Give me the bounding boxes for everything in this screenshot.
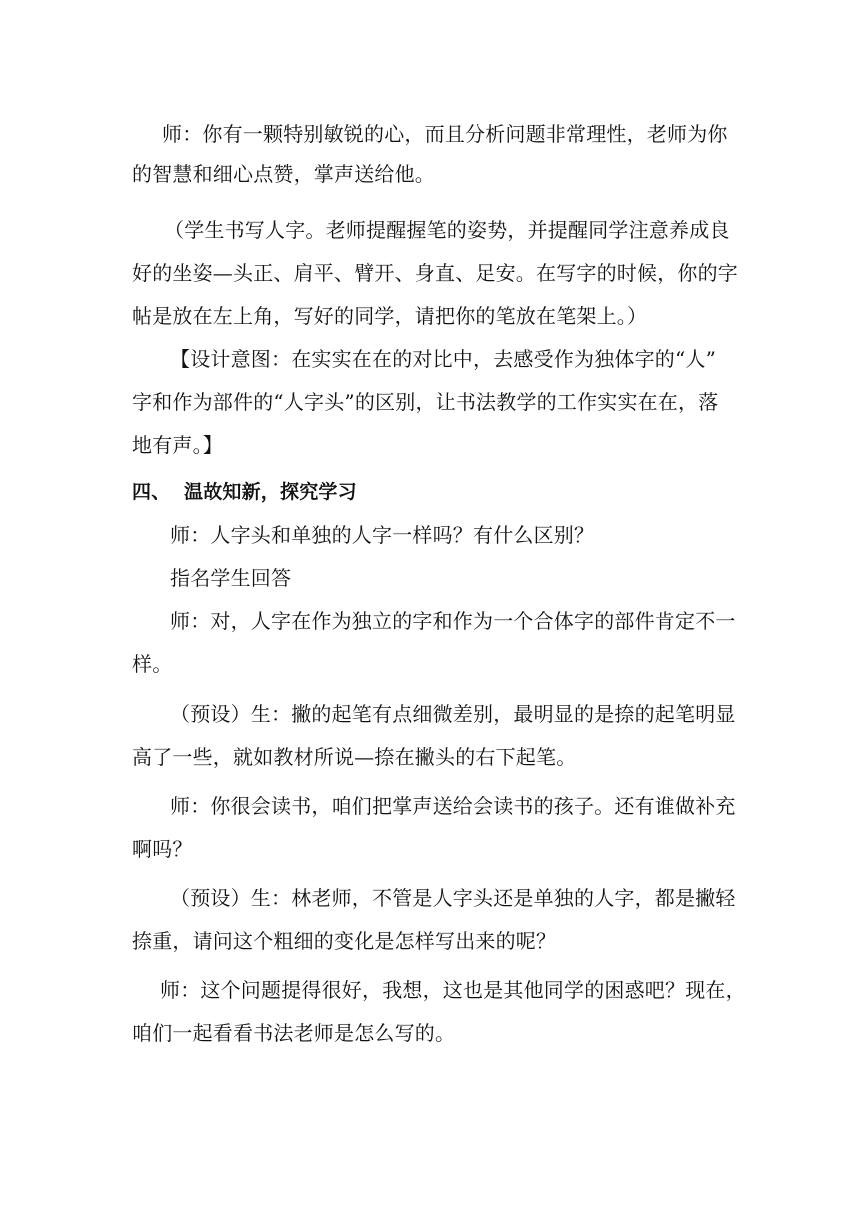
section-paragraph-5-line-2: 啊吗？ bbox=[132, 837, 193, 861]
section-heading-title: 温故知新，探究学习 bbox=[184, 481, 357, 503]
section-paragraph-6-line-2: 捺重，请问这个粗细的变化是怎样写出来的呢？ bbox=[132, 929, 557, 953]
paragraph-1-line-1: 师：你有一颗特别敏锐的心，而且分析问题非常理性，老师为你 bbox=[162, 122, 728, 146]
section-paragraph-1-line-1: 师：人字头和单独的人字一样吗？有什么区别？ bbox=[170, 523, 595, 547]
section-paragraph-6-line-1: （预设）生：林老师，不管是人字头还是单独的人字，都是撇轻 bbox=[170, 886, 736, 910]
paragraph-3-line-2: 字和作为部件的“人字头”的区别，让书法教学的工作实实在在，落 bbox=[132, 390, 719, 414]
section-paragraph-7-line-2: 咱们一起看看书法老师是怎么写的。 bbox=[132, 1021, 456, 1045]
section-paragraph-4-line-1: （预设）生：撇的起笔有点细微差别，最明显的是捺的起笔明显 bbox=[170, 702, 736, 726]
section-paragraph-2-line-1: 指名学生回答 bbox=[170, 566, 292, 590]
paragraph-2-line-1: （学生书写人字。老师提醒握笔的姿势，并提醒同学注意养成良 bbox=[164, 218, 730, 242]
section-heading-number: 四、 bbox=[132, 481, 171, 503]
section-paragraph-4-line-2: 高了一些，就如教材所说—捺在撇头的右下起笔。 bbox=[132, 745, 577, 769]
paragraph-2-line-3: 帖是放在左上角，写好的同学，请把你的笔放在笔架上。） bbox=[132, 304, 648, 328]
section-paragraph-7-line-1: 师：这个问题提得很好，我想，这也是其他同学的困惑吧？现在， bbox=[160, 978, 746, 1002]
paragraph-2-line-2: 好的坐姿—头正、肩平、臂开、身直、足安。在写字的时候，你的字 bbox=[132, 261, 738, 285]
paragraph-1-line-2: 的智慧和细心点赞，掌声送给他。 bbox=[132, 162, 435, 186]
paragraph-3-line-1: 【设计意图：在实实在在的对比中，去感受作为独体字的“人” bbox=[170, 347, 717, 371]
section-paragraph-3-line-2: 样。 bbox=[132, 652, 173, 676]
section-paragraph-3-line-1: 师：对，人字在作为独立的字和作为一个合体字的部件肯定不一 bbox=[170, 609, 736, 633]
section-paragraph-5-line-1: 师：你很会读书，咱们把掌声送给会读书的孩子。还有谁做补充 bbox=[170, 794, 736, 818]
paragraph-3-line-3: 地有声。】 bbox=[132, 433, 223, 457]
